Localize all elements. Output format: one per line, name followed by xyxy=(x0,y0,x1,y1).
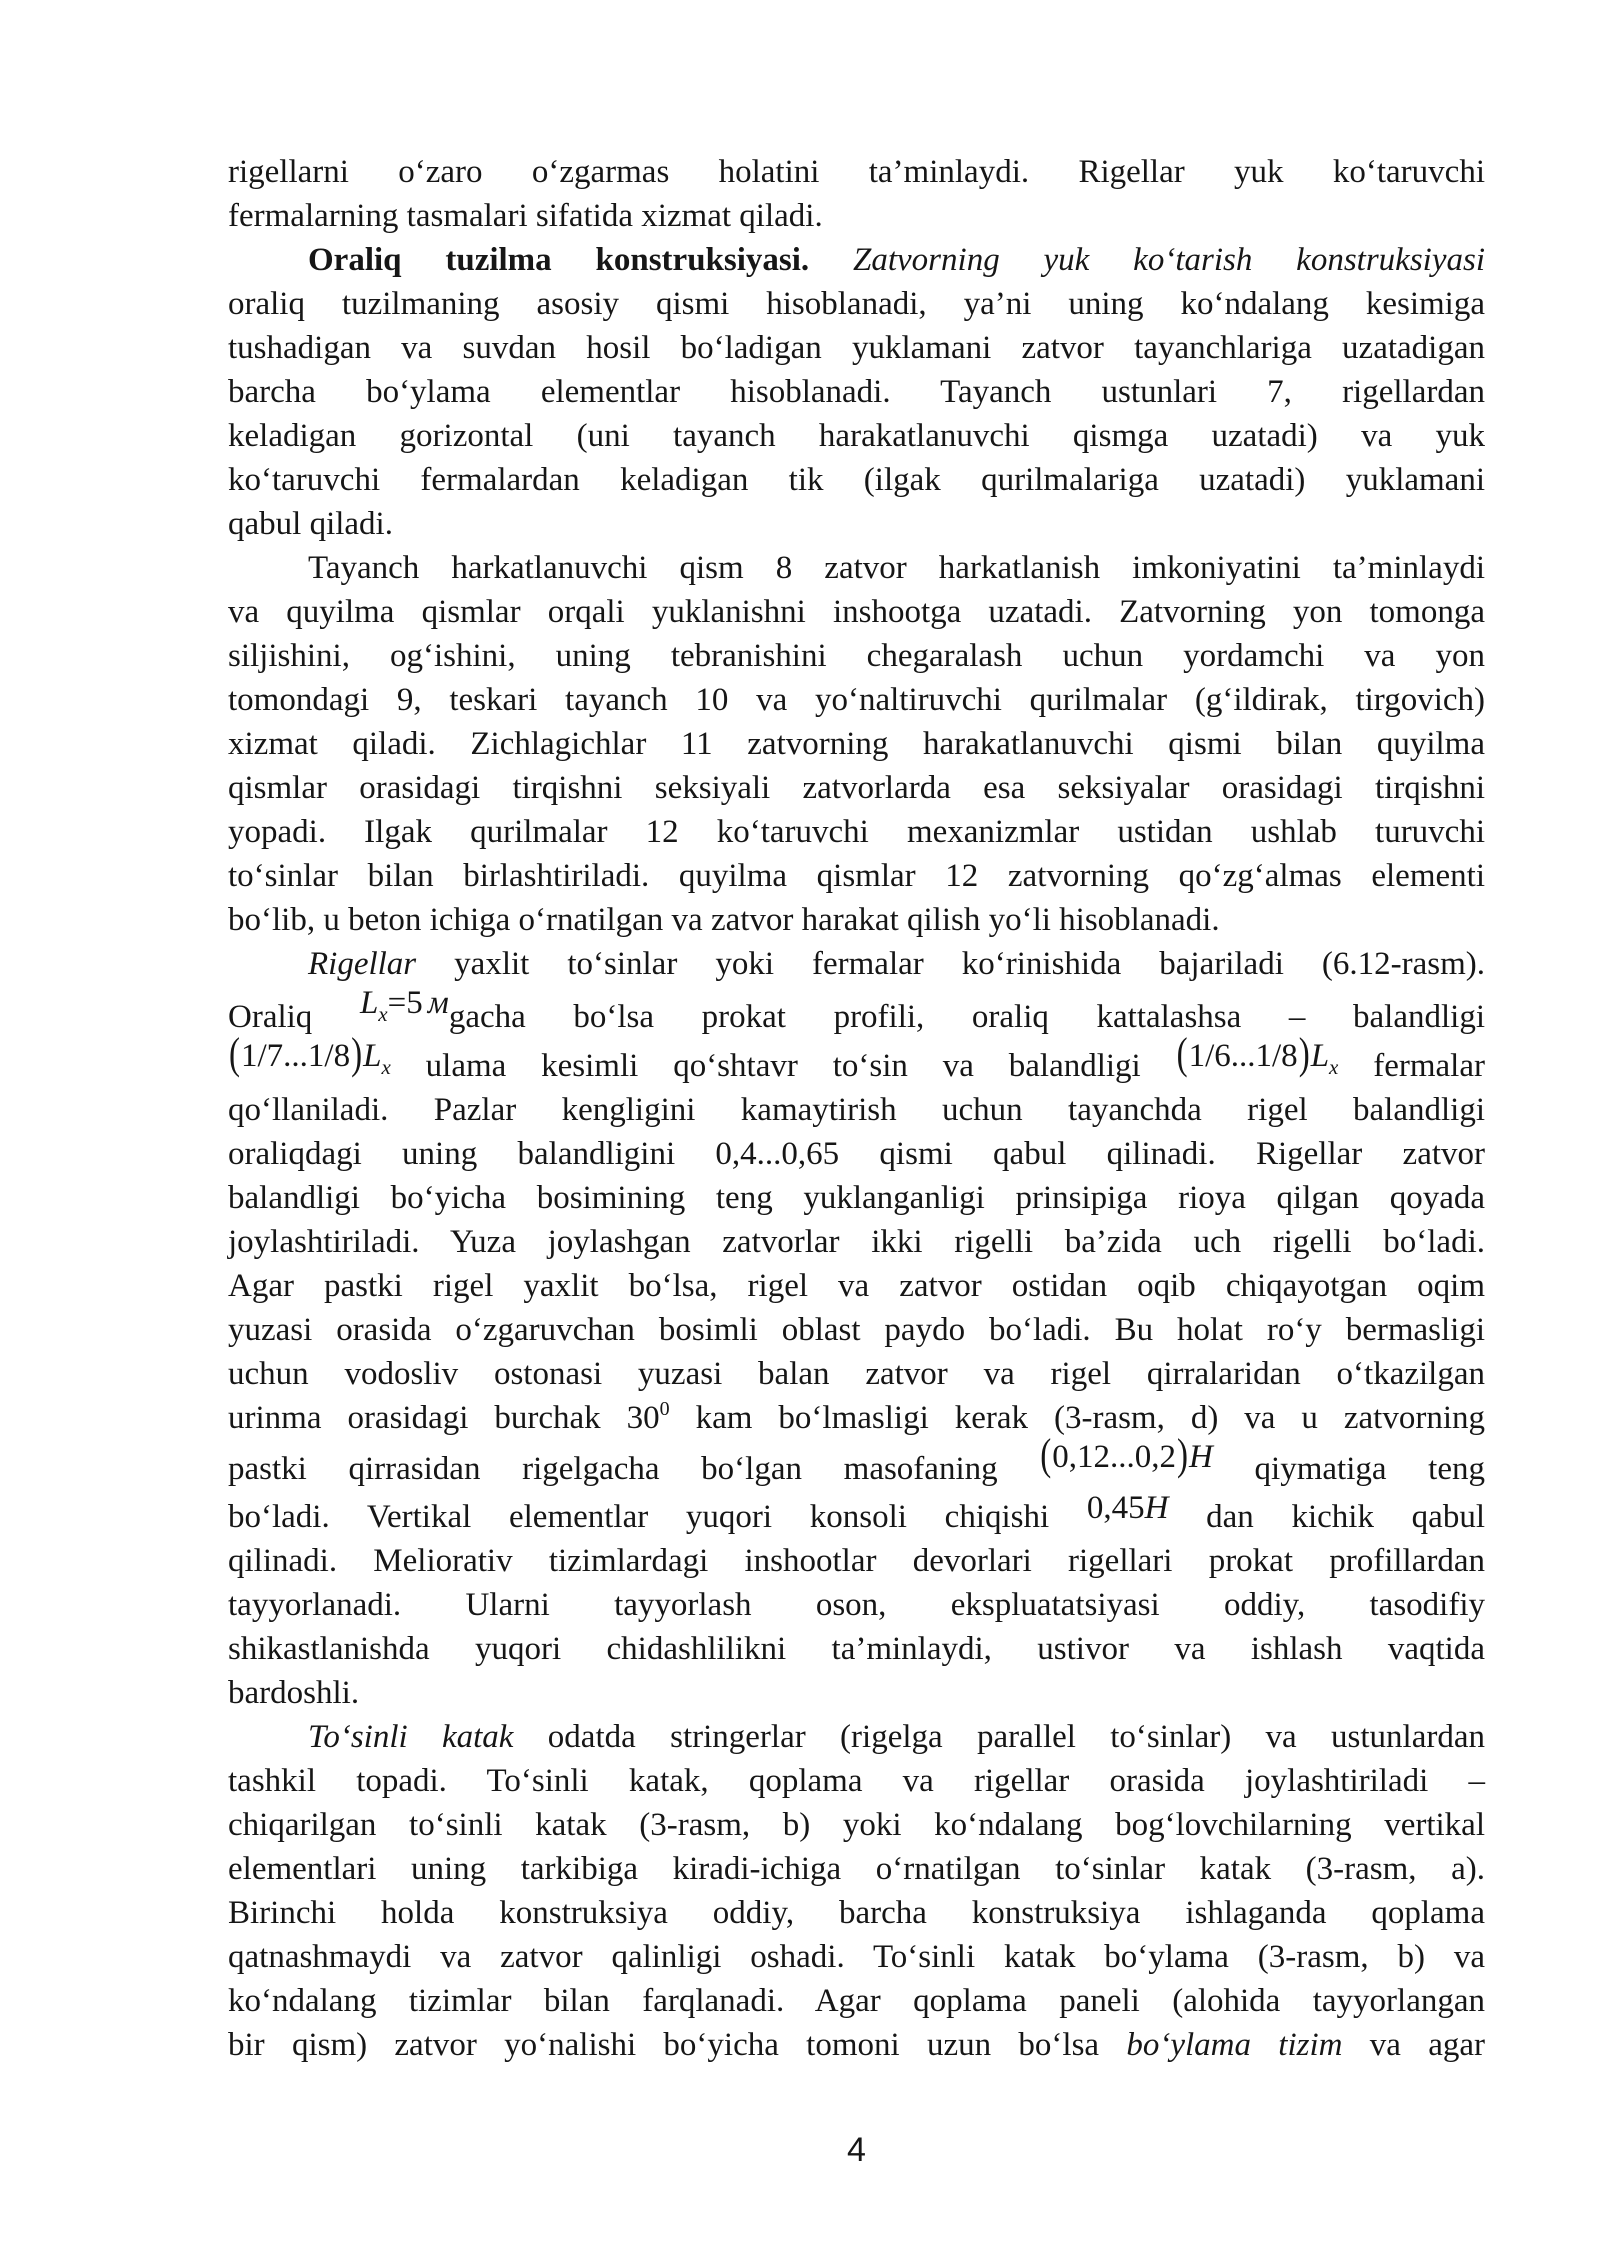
text-line xyxy=(228,1671,1485,1715)
text-line xyxy=(228,898,1485,942)
text-line xyxy=(228,1891,1485,1935)
text-line xyxy=(228,238,1485,282)
formula-part-paren: ) xyxy=(1177,1431,1189,1480)
formula-part-paren: ( xyxy=(229,1030,240,1079)
text-run-normal: balandligi bo‘yicha bosimining teng yuklanganligi prinsipiga rioya qilgan qoyada xyxy=(228,1180,1485,1216)
text-line xyxy=(228,282,1485,326)
text-line xyxy=(228,1220,1485,1264)
text-run-normal: fermalarning tasmalari sifatida xizmat qiladi. xyxy=(228,198,823,234)
text-run-normal: tashkil topadi. To‘sinli katak, qoplama va rigellar orasida joylashtiriladi – xyxy=(228,1763,1485,1799)
text-run-normal: barcha bo‘ylama elementlar hisoblanadi. Tayanch ustunlari 7, rigellardan xyxy=(228,374,1485,410)
formula-part-var: L xyxy=(363,1038,382,1074)
formula-part-num: 1/7...1/8 xyxy=(241,1038,351,1074)
text-run-normal: Tayanch harkatlanuvchi qism 8 zatvor harkatlanish imkoniyatini ta’minlaydi xyxy=(308,550,1485,586)
text-run-normal: yopadi. Ilgak qurilmalar 12 ko‘taruvchi mexanizmlar ustidan ushlab turuvchi xyxy=(228,814,1485,850)
text-run-normal: oraliqdagi uning balandligini 0,4...0,65 qismi qabul qilinadi. Rigellar zatvor xyxy=(228,1136,1485,1172)
text-line xyxy=(228,1803,1485,1847)
page-number: 4 xyxy=(847,2131,866,2169)
text-run-normal: xizmat qiladi. Zichlagichlar 11 zatvorning harakatlanuvchi qismi bilan quyilma xyxy=(228,726,1485,762)
formula-part-num: =5 xyxy=(387,985,423,1021)
formula-part-var: L xyxy=(1310,1038,1330,1074)
text-line xyxy=(228,1715,1485,1759)
text-run-normal: Oraliq xyxy=(228,999,360,1035)
formula-part-num: 0,12...0,2 xyxy=(1052,1439,1177,1475)
paragraph-4 xyxy=(228,942,1485,1715)
text-line xyxy=(228,1132,1485,1176)
text-run-normal: keladigan gorizontal (uni tayanch harakatlanuvchi qismga uzatadi) va yuk xyxy=(228,418,1485,454)
superscript: 0 xyxy=(659,1398,670,1420)
formula-part-paren: ( xyxy=(1040,1431,1052,1480)
text-line xyxy=(228,1176,1485,1220)
text-run-normal: shikastlanishda yuqori chidashlilikni ta’minlaydi, ustivor va ishlash vaqtida xyxy=(228,1631,1485,1667)
text-run-normal: yuzasi orasida o‘zgaruvchan bosimli oblast paydo bo‘ladi. Bu holat ro‘y bermasligi xyxy=(228,1312,1485,1348)
text-line xyxy=(228,1583,1485,1627)
text-run-normal: bo‘ladi. Vertikal elementlar yuqori konsoli chiqishi xyxy=(228,1499,1087,1535)
text-run-normal: qo‘llaniladi. Pazlar kengligini kamaytirish uchun tayanchda rigel balandligi xyxy=(228,1092,1485,1128)
text-line xyxy=(228,1491,1485,1539)
text-run-normal: joylashtiriladi. Yuza joylashgan zatvorlar ikki rigelli ba’zida uch rigelli bo‘ladi. xyxy=(228,1224,1485,1260)
text-run-normal: chiqarilgan to‘sinli katak (3-rasm, b) yoki ko‘ndalang bog‘lovchilarning vertikal xyxy=(228,1807,1485,1843)
text-run-italic: Zatvorning yuk ko‘tarish konstruksiyasi xyxy=(853,242,1485,278)
text-run-normal: dan kichik qabul xyxy=(1168,1499,1485,1535)
text-run-normal: oraliq tuzilmaning asosiy qismi hisoblanadi, ya’ni uning ko‘ndalang kesimiga xyxy=(228,286,1485,322)
text-run-normal: odatda stringerlar (rigelga parallel to‘sinlar) va ustunlardan xyxy=(513,1719,1485,1755)
text-run-normal: bardoshli. xyxy=(228,1675,360,1711)
text-run-italic: To‘sinli katak xyxy=(308,1719,514,1755)
text-line xyxy=(228,942,1485,986)
text-run-normal: qiymatiga teng xyxy=(1212,1451,1485,1487)
text-run-normal: elementlari uning tarkibiga kiradi-ichiga o‘rnatilgan to‘sinlar katak (3-rasm, a). xyxy=(228,1851,1485,1887)
text-run-normal: va agar xyxy=(1342,2027,1485,2063)
text-run-normal: rigellarni o‘zaro o‘zgarmas holatini ta’minlaydi. Rigellar yuk ko‘taruvchi xyxy=(228,154,1485,190)
formula-part-paren: ) xyxy=(1298,1030,1310,1079)
text-line xyxy=(228,810,1485,854)
text-line xyxy=(228,1308,1485,1352)
formula-lx-equals-5m xyxy=(359,985,449,1026)
text-run-normal: yaxlit to‘sinlar yoki fermalar ko‘rinishida bajariladi (6.12-rasm). xyxy=(416,946,1485,982)
text-run-normal: uchun vodosliv ostonasi yuzasi balan zatvor va rigel qirralaridan o‘tkazilgan xyxy=(228,1356,1485,1392)
text-line xyxy=(228,370,1485,414)
text-run-normal: tushadigan va suvdan hosil bo‘ladigan yuklamani zatvor tayanchlariga uzatadigan xyxy=(228,330,1485,366)
text-run-normal: qabul qiladi. xyxy=(228,506,393,542)
text-run-normal: bir qism) zatvor yo‘nalishi bo‘yicha tomoni uzun bo‘lsa xyxy=(228,2027,1127,2063)
formula-part-num: 1/6...1/8 xyxy=(1188,1038,1298,1074)
text-run-bold: Oraliq tuzilma konstruksiyasi. xyxy=(308,242,854,278)
formula-one-sixth-one-eighth-lx xyxy=(1176,1030,1339,1079)
formula-part-var: H xyxy=(1189,1439,1213,1475)
text-run-normal: gacha bo‘lsa prokat profili, oraliq kattalashsa – balandligi xyxy=(448,999,1485,1035)
text-run-normal: va quyilma qismlar orqali yuklanishni inshootga uzatadi. Zatvorning yon tomonga xyxy=(228,594,1485,630)
formula-part-num: 0,45 xyxy=(1086,1490,1145,1526)
text-line xyxy=(228,678,1485,722)
paragraph-2 xyxy=(228,238,1485,546)
text-line xyxy=(228,414,1485,458)
text-run-normal: tayyorlanadi. Ularni tayyorlash oson, ekspluatatsiyasi oddiy, tasodifiy xyxy=(228,1587,1485,1623)
formula-part-paren: ) xyxy=(351,1030,363,1079)
formula-045-h xyxy=(1087,1491,1169,1526)
text-line xyxy=(228,326,1485,370)
text-block xyxy=(228,150,1485,2067)
text-line xyxy=(228,1627,1485,1671)
formula-part-sub: x xyxy=(381,1055,391,1079)
text-run-normal: urinma orasidagi burchak 30 xyxy=(228,1400,660,1436)
formula-part-unit: м xyxy=(427,985,449,1021)
formula-one-seventh-one-eighth-lx xyxy=(228,1030,391,1079)
text-line xyxy=(228,546,1485,590)
text-line xyxy=(228,150,1485,194)
text-line xyxy=(228,766,1485,810)
text-run-normal: qilinadi. Meliorativ tizimlardagi inshootlar devorlari rigellari prokat profillardan xyxy=(228,1543,1485,1579)
paragraph-5 xyxy=(228,1715,1485,2067)
text-line xyxy=(228,1759,1485,1803)
text-line xyxy=(228,722,1485,766)
text-line xyxy=(228,502,1485,546)
text-run-normal: Agar pastki rigel yaxlit bo‘lsa, rigel va zatvor ostidan oqib chiqayotgan oqim xyxy=(228,1268,1485,1304)
text-run-normal: Birinchi holda konstruksiya oddiy, barcha konstruksiya ishlaganda qoplama xyxy=(228,1895,1485,1931)
text-line xyxy=(228,1088,1485,1132)
text-run-normal: ko‘ndalang tizimlar bilan farqlanadi. Agar qoplama paneli (alohida tayyorlangan xyxy=(228,1983,1485,2019)
text-run-normal: fermalar xyxy=(1338,1048,1485,1084)
formula-part-var: H xyxy=(1144,1490,1169,1526)
text-run-normal: kam bo‘lmasligi kerak (3-rasm, d) va u zatvorning xyxy=(669,1400,1486,1436)
text-line xyxy=(228,458,1485,502)
text-line xyxy=(228,194,1485,238)
text-line xyxy=(228,1539,1485,1583)
text-line xyxy=(228,986,1485,1039)
text-line xyxy=(228,1431,1485,1491)
text-line xyxy=(228,1935,1485,1979)
text-run-normal: ulama kesimli qo‘shtavr to‘sin va balandligi xyxy=(390,1048,1176,1084)
formula-part-sub: x xyxy=(1329,1055,1339,1079)
text-line xyxy=(228,590,1485,634)
text-line xyxy=(228,854,1485,898)
text-line xyxy=(228,1352,1485,1396)
text-run-normal: bo‘lib, u beton ichiga o‘rnatilgan va zatvor harakat qilish yo‘li hisoblanadi. xyxy=(228,902,1220,938)
text-run-italic: bo‘ylama tizim xyxy=(1126,2027,1343,2063)
text-line xyxy=(228,1030,1485,1088)
text-run-normal: pastki qirrasidan rigelgacha bo‘lgan masofaning xyxy=(228,1451,1040,1487)
text-run-normal: tomondagi 9, teskari tayanch 10 va yo‘naltiruvchi qurilmalar (g‘ildirak, tirgovich) xyxy=(228,682,1485,718)
text-line xyxy=(228,1264,1485,1308)
text-run-italic: Rigellar xyxy=(308,946,417,982)
formula-part-paren: ( xyxy=(1176,1030,1188,1079)
text-line xyxy=(228,1979,1485,2023)
text-run-normal: siljishini, og‘ishini, uning tebranishini chegaralash uchun yordamchi va yon xyxy=(228,638,1485,674)
paragraph-3 xyxy=(228,546,1485,942)
text-line xyxy=(228,1847,1485,1891)
text-line xyxy=(228,1396,1485,1440)
formula-part-var: L xyxy=(359,985,379,1021)
text-run-normal: to‘sinlar bilan birlashtiriladi. quyilma qismlar 12 zatvorning qo‘zg‘almas elementi xyxy=(228,858,1485,894)
text-run-normal: ko‘taruvchi fermalardan keladigan tik (ilgak qurilmalariga uzatadi) yuklamani xyxy=(228,462,1485,498)
text-run-normal: qatnashmaydi va zatvor qalinligi oshadi. To‘sinli katak bo‘ylama (3-rasm, b) va xyxy=(228,1939,1485,1975)
text-line xyxy=(228,2023,1485,2067)
paragraph-1 xyxy=(228,150,1485,238)
text-run-normal: qismlar orasidagi tirqishni seksiyali zatvorlarda esa seksiyalar orasidagi tirqishni xyxy=(228,770,1485,806)
formula-012-02-h xyxy=(1039,1431,1213,1480)
text-line xyxy=(228,634,1485,678)
formula-part-sub: x xyxy=(378,1002,388,1026)
